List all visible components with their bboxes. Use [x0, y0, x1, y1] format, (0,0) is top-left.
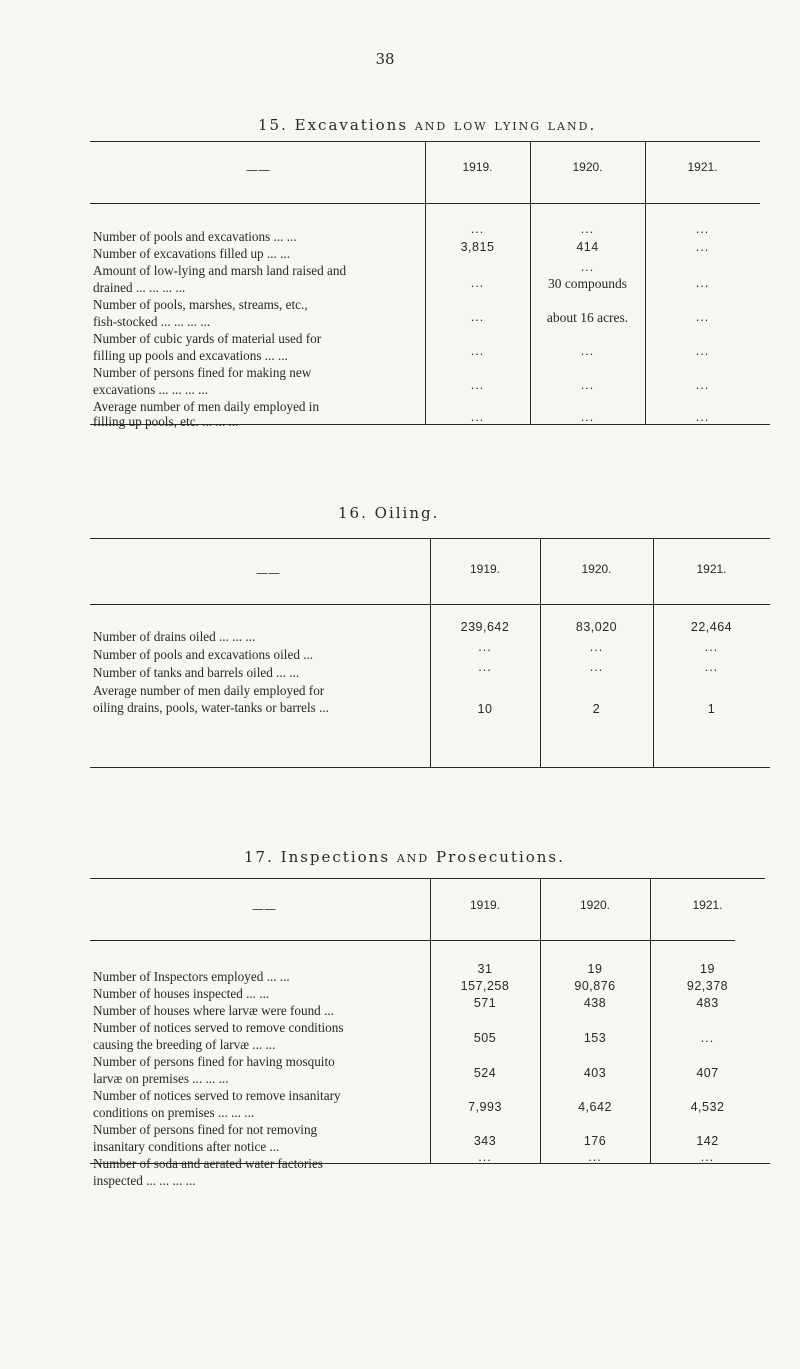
- row-label-line: Average number of men daily employed for: [93, 683, 325, 698]
- row-label-line: Number of persons fined for making new: [93, 365, 312, 380]
- row-label-line: Number of cubic yards of material used for: [93, 331, 322, 346]
- cell-1921: 483: [696, 996, 719, 1010]
- cell-1921: ...: [695, 378, 710, 392]
- cell-1919: ...: [478, 660, 492, 674]
- cell-1921: ...: [704, 640, 719, 654]
- cell-1919: 524: [473, 1066, 497, 1080]
- cell-1921: ...: [700, 1031, 715, 1045]
- cell-1920: 30 compounds: [547, 276, 628, 291]
- cell-1919: 239,642: [460, 620, 510, 634]
- cell-1921: 19: [700, 962, 715, 976]
- row-label-line: Number of drains oiled ... ... ...: [93, 629, 256, 644]
- row-label-line: Average number of men daily employed in: [93, 399, 320, 414]
- cell-1920: 403: [583, 1066, 607, 1080]
- cell-1920: 90,876: [574, 979, 616, 993]
- year-header-1919: 1919.: [469, 898, 501, 912]
- cell-1920: 2: [592, 702, 601, 716]
- cell-1920: ...: [589, 660, 604, 674]
- row-label-line: Number of notices served to remove insanitary: [93, 1088, 341, 1103]
- header-blank: ——: [252, 902, 276, 916]
- cell-1921: ...: [704, 660, 719, 674]
- cell-1921: ...: [695, 276, 710, 290]
- cell-1920: 176: [583, 1134, 607, 1148]
- cell-1921: 4,532: [690, 1100, 725, 1114]
- cell-1919: 505: [473, 1031, 497, 1045]
- cell-1921: ...: [695, 310, 710, 324]
- row-label-line: Number of persons fined for not removing: [93, 1122, 318, 1137]
- row-label-line: Number of notices served to remove conditions: [93, 1020, 344, 1035]
- row-label-line: Number of pools, marshes, streams, etc.,: [93, 297, 308, 312]
- cell-1919: 157,258: [460, 979, 510, 993]
- row-label-line: filling up pools and excavations ... ...: [93, 348, 288, 363]
- row-label-line: Number of pools and excavations ... ...: [93, 229, 297, 244]
- row-label-line: conditions on premises ... ... ...: [93, 1105, 255, 1120]
- cell-1920: ...: [580, 222, 595, 236]
- row-label-line: causing the breeding of larvæ ... ...: [93, 1037, 276, 1052]
- section-17-title-caps: Inspections: [280, 848, 391, 866]
- year-header-1921: 1921.: [696, 562, 727, 576]
- cell-1919: 10: [477, 702, 493, 716]
- cell-1919: ...: [470, 378, 485, 392]
- row-label-line: insanitary conditions after notice ...: [93, 1139, 280, 1154]
- cell-1920: 414: [576, 240, 599, 254]
- cell-1920: ...: [589, 640, 604, 654]
- page-number: 38: [375, 50, 395, 68]
- year-header-1919: 1919.: [462, 160, 493, 174]
- year-header-1920: 1920.: [572, 160, 603, 174]
- cell-1919: 31: [477, 962, 493, 976]
- header-blank: ——: [256, 566, 280, 580]
- cell-1921: ...: [700, 1150, 715, 1164]
- row-label-line: Number of tanks and barrels oiled ... ...: [93, 665, 300, 680]
- section-16-title-caps: Oiling.: [374, 504, 440, 522]
- cell-1919: 343: [473, 1134, 497, 1148]
- section-17-number: 17.: [244, 848, 274, 866]
- cell-1920: 83,020: [575, 620, 618, 634]
- cell-1920: about 16 acres.: [546, 310, 629, 325]
- cell-1920: ...: [580, 344, 595, 358]
- section-17-title-mid: and: [396, 848, 430, 866]
- cell-1921: 407: [696, 1066, 719, 1080]
- cell-1919: ...: [470, 222, 485, 236]
- row-label-line: larvæ on premises ... ... ...: [93, 1071, 229, 1086]
- cell-1919: ...: [470, 410, 485, 424]
- cell-1919: ...: [470, 310, 485, 324]
- section-15-title: [258, 116, 596, 134]
- section-16-title: [338, 504, 439, 522]
- cell-1920: 19: [587, 962, 603, 976]
- cell-1919: 7,993: [468, 1100, 502, 1114]
- cell-1920: ...: [580, 378, 595, 392]
- year-header-1921: 1921.: [687, 160, 718, 174]
- cell-1921: 22,464: [690, 620, 733, 634]
- cell-1921: 1: [707, 702, 716, 716]
- row-label-line: Number of houses inspected ... ...: [93, 986, 270, 1001]
- row-label-line: fish-stocked ... ... ... ...: [93, 314, 211, 329]
- header-blank: ——: [246, 163, 270, 177]
- cell-1920: 438: [583, 996, 607, 1010]
- cell-1920: 4,642: [578, 1100, 612, 1114]
- row-label-line: Number of excavations filled up ... ...: [93, 246, 291, 261]
- cell-1919: ...: [470, 344, 485, 358]
- row-label-line: Amount of low-lying and marsh land raised and: [93, 263, 347, 278]
- section-17-title-caps2: Prosecutions.: [435, 848, 565, 866]
- section-15-title-caps: Excavations: [294, 116, 409, 134]
- row-label-line: Number of Inspectors employed ... ...: [93, 969, 290, 984]
- row-label-line: inspected ... ... ... ...: [93, 1173, 196, 1188]
- cell-1920: ...: [588, 1150, 602, 1164]
- row-label-line: Number of soda and aerated water factories: [93, 1156, 323, 1171]
- cell-1921: ...: [695, 222, 710, 236]
- section-16-number: 16.: [338, 504, 368, 522]
- cell-1919: 3,815: [460, 240, 495, 254]
- cell-1921: ...: [695, 240, 710, 254]
- cell-1921: 142: [696, 1134, 719, 1148]
- row-label-line: Number of houses where larvæ were found ...: [93, 1003, 334, 1018]
- cell-1920: ...: [580, 260, 595, 274]
- section-15-title-rest: and low lying land.: [414, 116, 597, 134]
- row-label-line: excavations ... ... ... ...: [93, 382, 208, 397]
- row-label-line: filling up pools, etc. ... ... ...: [93, 414, 239, 429]
- row-label-line: Number of pools and excavations oiled ...: [93, 647, 314, 662]
- year-header-1920: 1920.: [581, 562, 612, 576]
- section-15-number: 15.: [258, 116, 288, 134]
- row-label-line: oiling drains, pools, water-tanks or barrels ...: [93, 700, 329, 715]
- cell-1919: ...: [470, 276, 485, 290]
- year-header-1919: 1919.: [469, 562, 501, 576]
- section-17-title: [244, 848, 565, 866]
- cell-1921: ...: [695, 344, 710, 358]
- row-label-line: drained ... ... ... ...: [93, 280, 186, 295]
- cell-1921: ...: [695, 410, 710, 424]
- year-header-1921: 1921.: [692, 898, 723, 912]
- year-header-1920: 1920.: [579, 898, 611, 912]
- cell-1921: 92,378: [686, 979, 729, 993]
- cell-1919: ...: [478, 1150, 492, 1164]
- cell-1919: ...: [478, 640, 492, 654]
- row-label-line: Number of persons fined for having mosquito: [93, 1054, 335, 1069]
- cell-1920: 153: [583, 1031, 607, 1045]
- cell-1920: ...: [580, 410, 595, 424]
- cell-1919: 571: [473, 996, 497, 1010]
